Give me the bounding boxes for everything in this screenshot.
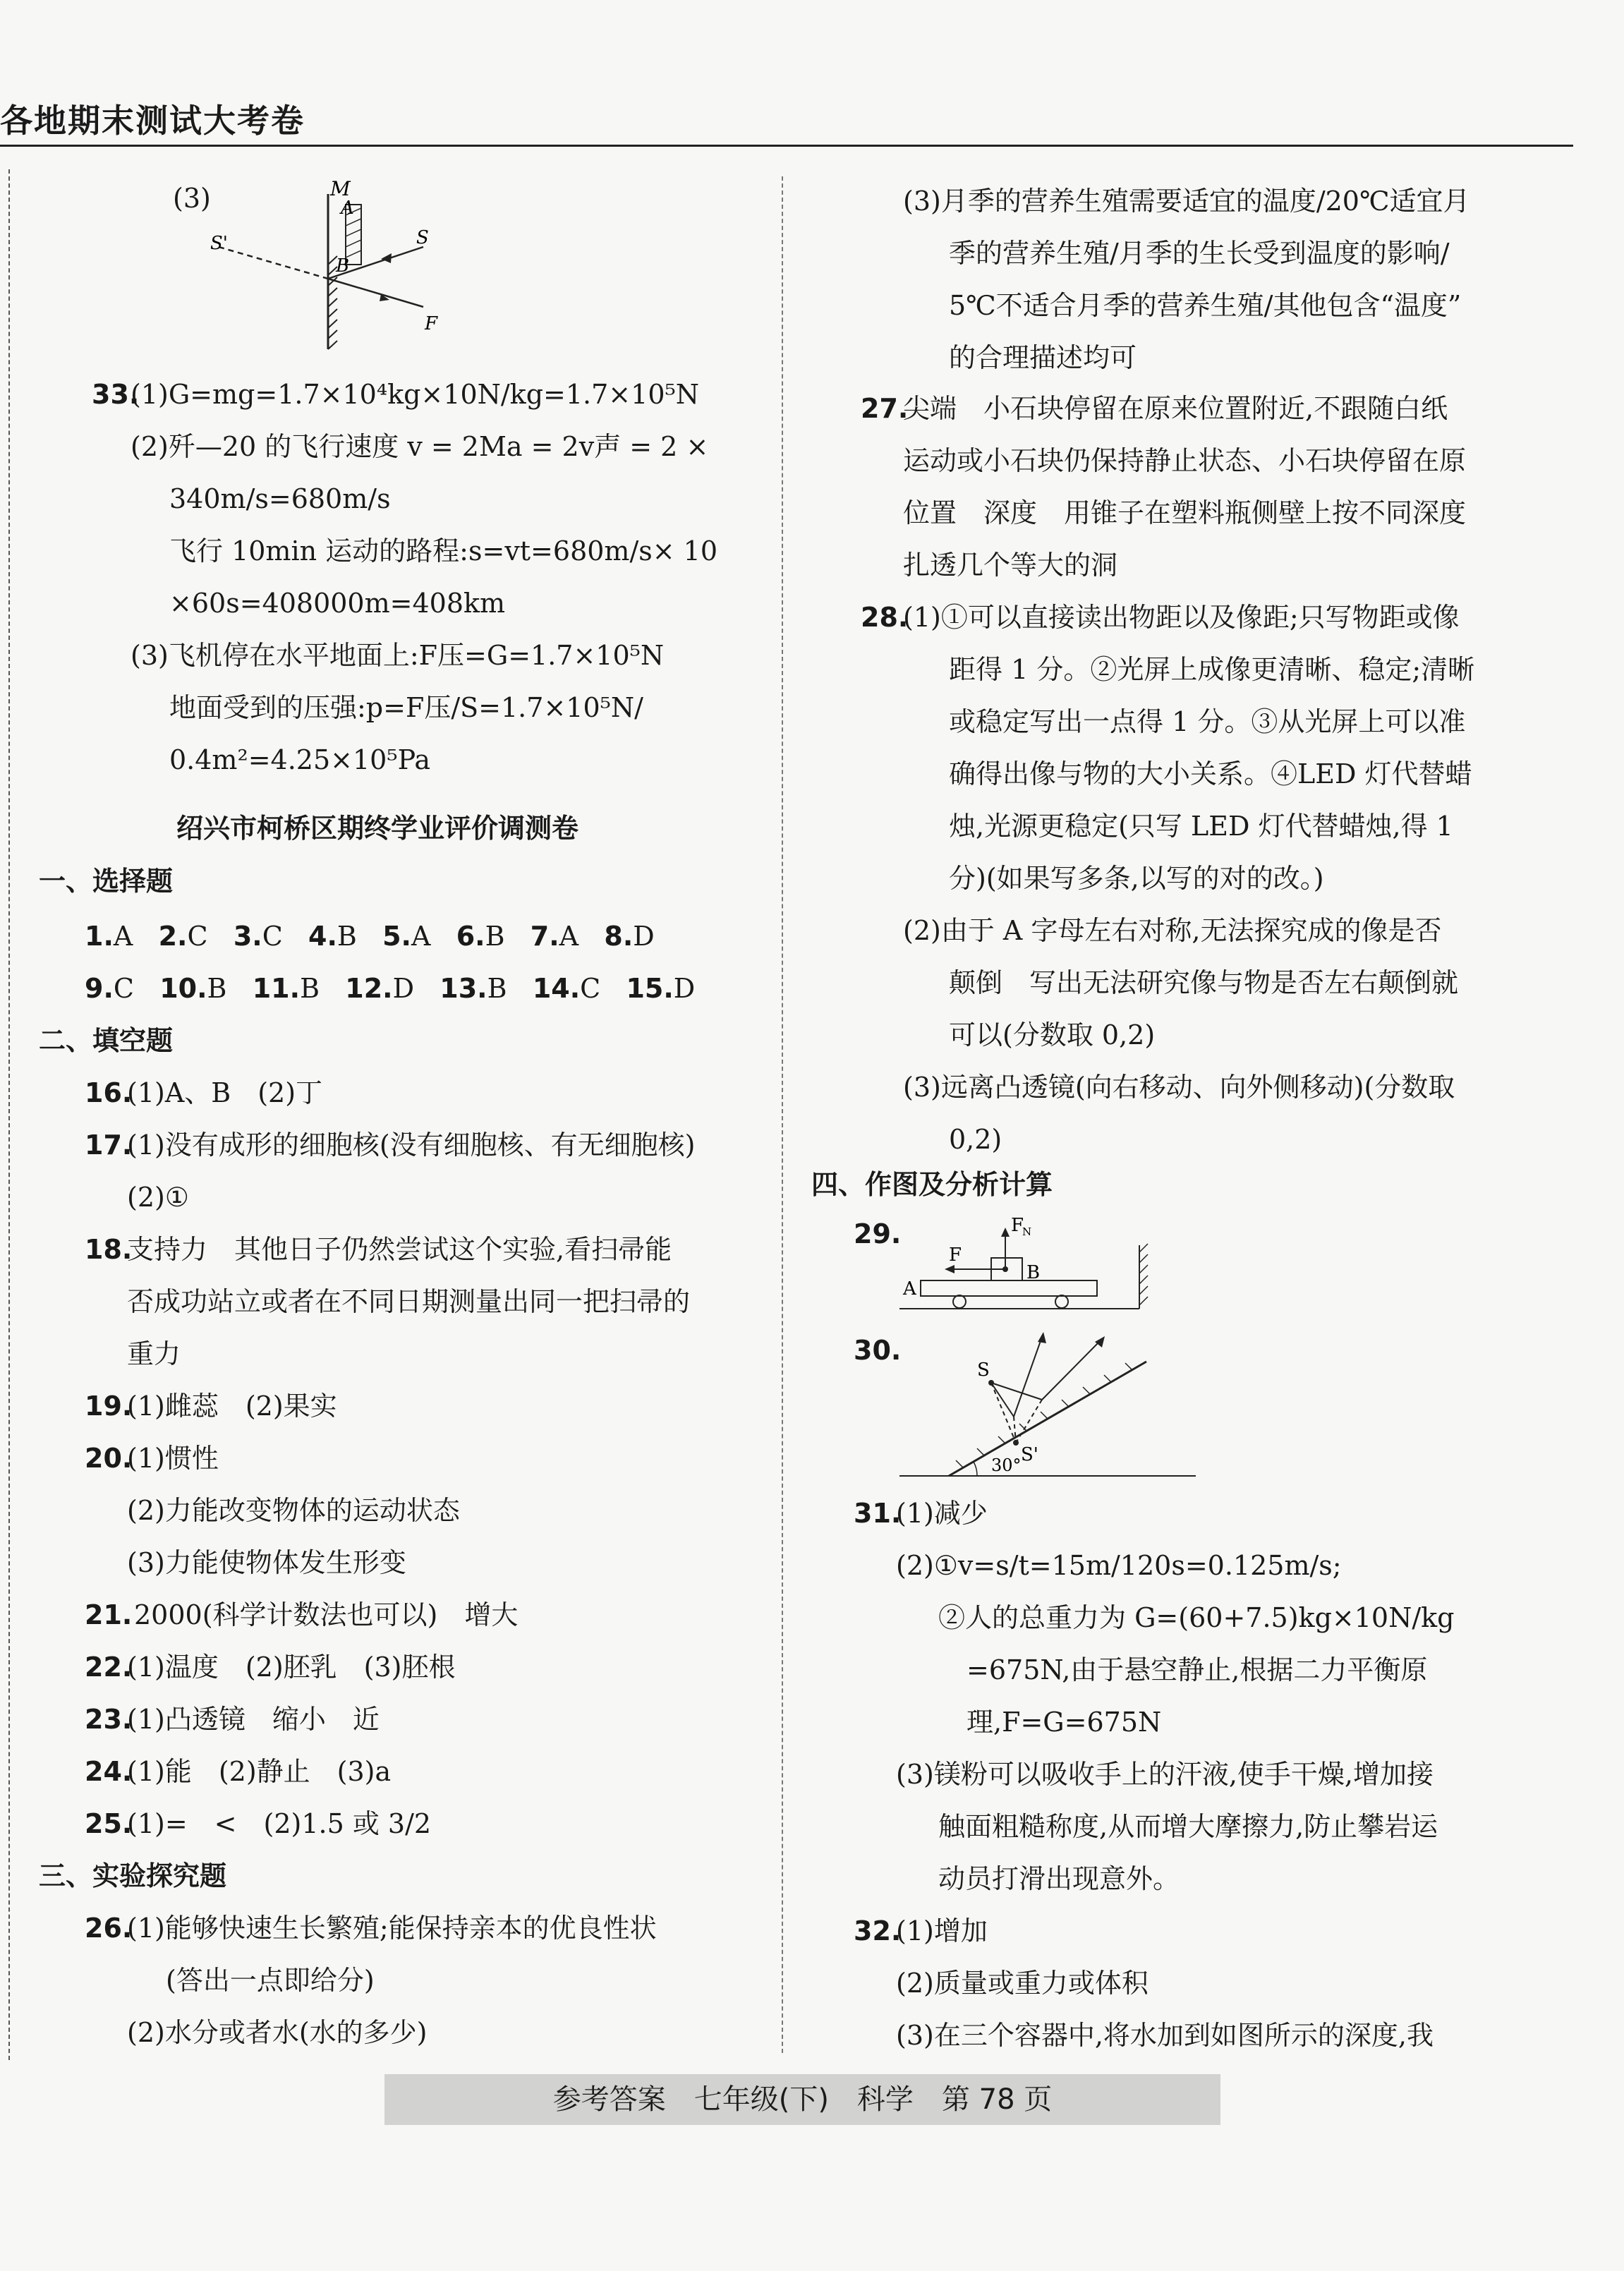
q31-text8: 动员打滑出现意外。 (938, 1863, 1180, 1894)
q26-text2: (答出一点即给分) (166, 1965, 375, 1996)
q16-num: 16. (85, 1077, 133, 1108)
q24-text: (1)能 (2)静止 (3)a (127, 1756, 392, 1787)
label-B: B (1026, 1262, 1041, 1283)
q26-3-text2: 季的营养生殖/月季的生长受到温度的影响/ (949, 238, 1450, 269)
section-experiment-title: 三、实验探究题 (39, 1860, 227, 1891)
mc-row-1: 1.A 2.C 3.C 4.B 5.A 6.B 7.A 8.D (85, 921, 655, 952)
q18-text1: 支持力 其他日子仍然尝试这个实验,看扫帚能 (127, 1234, 672, 1265)
q33-line1: (1)G=mg=1.7×10⁴kg×10N/kg=1.7×10⁵N (131, 379, 699, 410)
page-header-title: 各地期末测试大考卷 (0, 102, 305, 140)
q28-text2: 距得 1 分。②光屏上成像更清晰、稳定;清晰 (949, 654, 1475, 685)
q19-text: (1)雌蕊 (2)果实 (127, 1391, 337, 1422)
q28-text11: 0,2) (949, 1124, 1002, 1155)
mirror-reflection-diagram (205, 180, 529, 363)
q31-text5: 理,F=G=675N (966, 1707, 1162, 1738)
label-S: S (416, 227, 429, 248)
q28-text8: 颠倒 写出无法研究像与物是否左右颠倒就 (949, 967, 1459, 998)
q28-text7: (2)由于 A 字母左右对称,无法探究成的像是否 (903, 915, 1442, 946)
q19-num: 19. (85, 1391, 133, 1422)
label-A: A (341, 198, 354, 219)
q33-line3: 340m/s=680m/s (169, 483, 391, 514)
page-footer: 参考答案 七年级(下) 科学 第 78 页 (384, 2074, 1220, 2125)
exam-title: 绍兴市柯桥区期终学业评价调测卷 (176, 813, 579, 844)
q32-text1: (1)增加 (896, 1915, 988, 1946)
label-FN: F (1011, 1215, 1024, 1236)
section-fill-title: 二、填空题 (39, 1025, 174, 1056)
q23-num: 23. (85, 1704, 133, 1735)
q31-text4: =675N,由于悬空静止,根据二力平衡原 (966, 1654, 1428, 1685)
q33-line8: 0.4m²=4.25×10⁵Pa (169, 744, 431, 775)
q27-num: 27. (861, 393, 909, 424)
q28-text1: (1)①可以直接读出物距以及像距;只写物距或像 (903, 602, 1460, 633)
q31-num: 31. (854, 1498, 902, 1529)
q32-3-label: (3) (173, 183, 211, 214)
q17-num: 17. (85, 1130, 133, 1161)
column-divider (782, 176, 783, 2053)
q33-num: 33. (92, 379, 140, 410)
label-B: B (336, 255, 350, 277)
q16-text: (1)A、B (2)丁 (127, 1077, 323, 1108)
q29-num: 29. (854, 1218, 902, 1249)
q20-num: 20. (85, 1443, 133, 1474)
q24-num: 24. (85, 1756, 133, 1787)
q17-text1: (1)没有成形的细胞核(没有细胞核、有无细胞核) (127, 1130, 696, 1161)
header-rule (0, 145, 1573, 147)
q27-text4: 扎透几个等大的洞 (903, 550, 1118, 581)
label-F: F (425, 313, 438, 334)
q28-text4: 确得出像与物的大小关系。④LED 灯代替蜡 (949, 758, 1472, 789)
q23-text: (1)凸透镜 缩小 近 (127, 1704, 380, 1735)
q26-3-text4: 的合理描述均可 (949, 342, 1137, 373)
q33-line7: 地面受到的压强:p=F压/S=1.7×10⁵N/ (169, 692, 643, 723)
q32-num: 32. (854, 1915, 902, 1946)
label-S-prime: S' (210, 233, 228, 254)
q21-text: 2000(科学计数法也可以) 增大 (134, 1599, 519, 1630)
q27-text3: 位置 深度 用锥子在塑料瓶侧壁上按不同深度 (903, 497, 1467, 528)
q21-num: 21. (85, 1599, 133, 1630)
q20-text2: (2)力能改变物体的运动状态 (127, 1495, 460, 1526)
q28-text3: 或稳定写出一点得 1 分。③从光屏上可以准 (949, 706, 1466, 737)
q30-num: 30. (854, 1335, 902, 1366)
q33-line4: 飞行 10min 运动的路程:s=vt=680m/s× 10 (169, 535, 718, 567)
label-FN-sub: N (1022, 1225, 1032, 1238)
label-M: M (330, 180, 351, 200)
q32-text3: (3)在三个容器中,将水加到如图所示的深度,我 (896, 2020, 1434, 2051)
q20-text1: (1)惯性 (127, 1443, 219, 1474)
label-angle: 30° (991, 1455, 1022, 1475)
q26-num: 26. (85, 1913, 133, 1944)
q25-num: 25. (85, 1808, 133, 1839)
q28-text6: 分)(如果写多条,以写的对的改。) (949, 863, 1324, 894)
q31-text7: 触面粗糙称度,从而增大摩擦力,防止攀岩运 (938, 1811, 1438, 1842)
q26-3-text1: (3)月季的营养生殖需要适宜的温度/20℃适宜月 (903, 186, 1470, 217)
q25-text: (1)= < (2)1.5 或 3/2 (127, 1808, 432, 1839)
q27-text2: 运动或小石块仍保持静止状态、小石块停留在原 (903, 445, 1467, 476)
q18-num: 18. (85, 1234, 133, 1265)
label-S-prime: S' (1021, 1444, 1038, 1465)
label-A: A (903, 1278, 916, 1300)
q33-line2: (2)歼—20 的飞行速度 v = 2Ma = 2v声 = 2 × (131, 431, 709, 462)
q33-line5: ×60s=408000m=408km (169, 588, 506, 619)
binding-line (4, 169, 14, 2060)
q31-text3: ②人的总重力为 G=(60+7.5)kg×10N/kg (938, 1602, 1455, 1633)
q27-text1: 尖端 小石块停留在原来位置附近,不跟随白纸 (903, 393, 1448, 424)
q28-num: 28. (861, 602, 909, 633)
q26-text3: (2)水分或者水(水的多少) (127, 2017, 428, 2048)
q17-text2: (2)① (127, 1182, 189, 1213)
q32-text2: (2)质量或重力或体积 (896, 1968, 1149, 1999)
q22-text: (1)温度 (2)胚乳 (3)胚根 (127, 1652, 456, 1683)
q18-text3: 重力 (127, 1338, 181, 1369)
mirror-angle-diagram (892, 1326, 1217, 1489)
q31-text2: (2)①v=s/t=15m/120s=0.125m/s; (896, 1550, 1342, 1581)
q33-line6: (3)飞机停在水平地面上:F压=G=1.7×10⁵N (131, 640, 665, 671)
section-drawing-title: 四、作图及分析计算 (811, 1169, 1053, 1200)
q26-3-text3: 5℃不适合月季的营养生殖/其他包含“温度” (949, 290, 1462, 321)
label-F: F (949, 1244, 962, 1266)
q28-text9: 可以(分数取 0,2) (949, 1019, 1156, 1050)
section-choice-title: 一、选择题 (39, 866, 174, 897)
q31-text1: (1)减少 (896, 1498, 988, 1529)
q26-text1: (1)能够快速生长繁殖;能保持亲本的优良性状 (127, 1913, 657, 1944)
q20-text3: (3)力能使物体发生形变 (127, 1547, 406, 1578)
label-S: S (977, 1359, 990, 1381)
q28-text5: 烛,光源更稳定(只写 LED 灯代替蜡烛,得 1 (949, 811, 1453, 842)
mc-row-2: 9.C 10.B 11.B 12.D 13.B 14.C 15.D (85, 973, 696, 1004)
q18-text2: 否成功站立或者在不同日期测量出同一把扫帚的 (127, 1286, 691, 1317)
q28-text10: (3)远离凸透镜(向右移动、向外侧移动)(分数取 (903, 1072, 1455, 1103)
q22-num: 22. (85, 1652, 133, 1683)
q31-text6: (3)镁粉可以吸收手上的汗液,使手干燥,增加接 (896, 1759, 1434, 1790)
force-diagram (892, 1210, 1189, 1316)
